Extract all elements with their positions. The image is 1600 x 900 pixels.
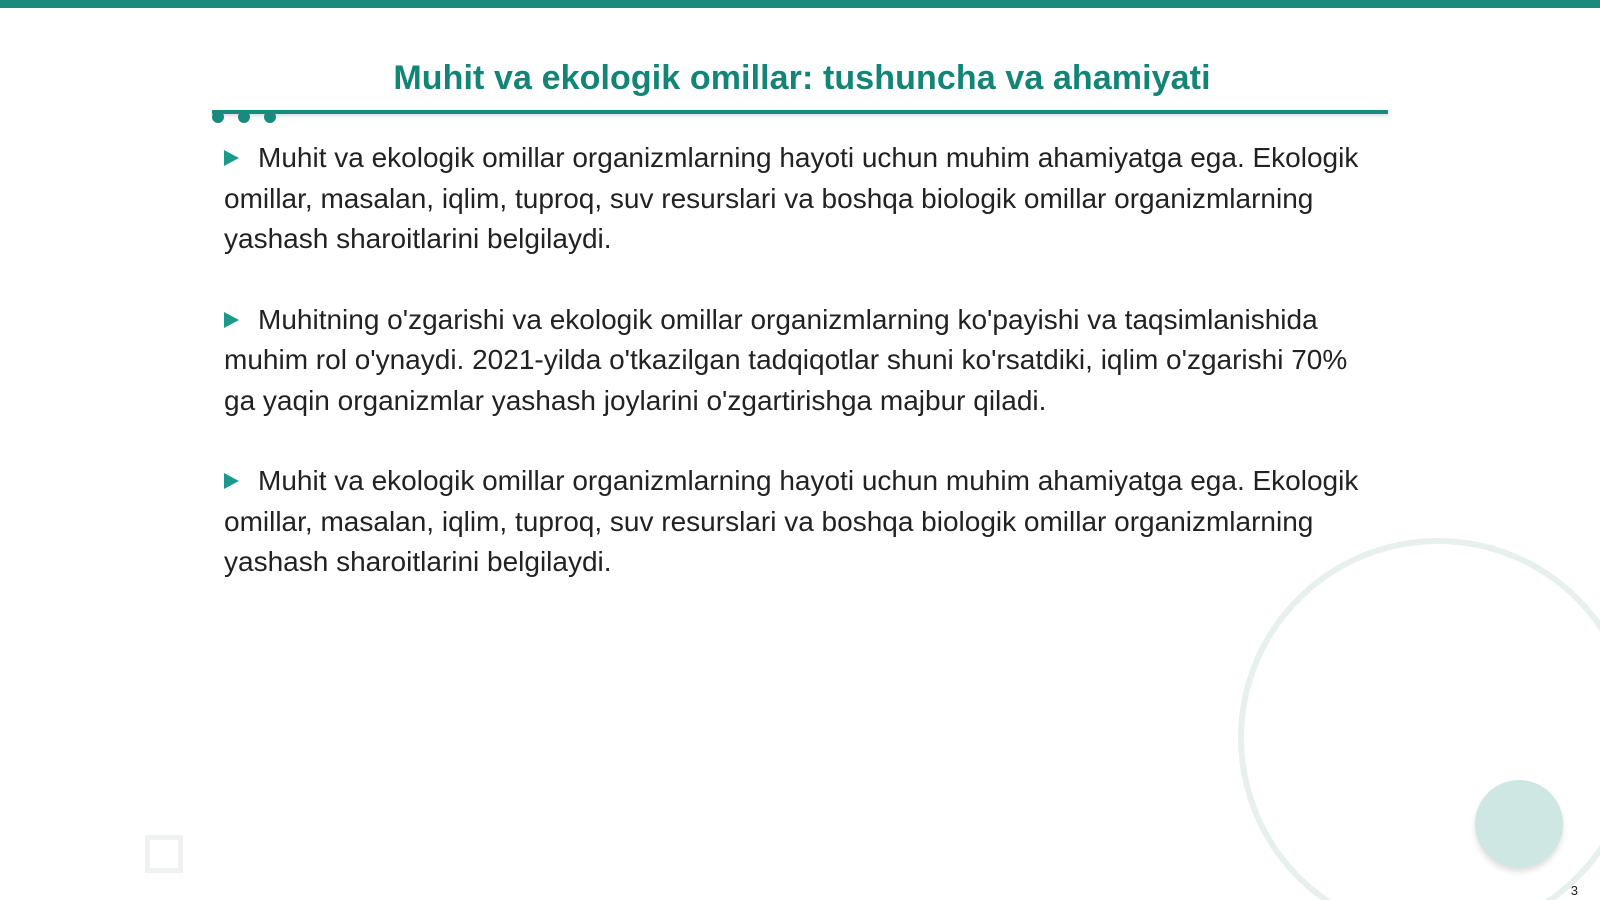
bullet-text: Muhitning o'zgarishi va ekologik omillar organizmlarning ko'payishi va taqsimlanishida muhim rol o'ynaydi. 2021-yilda o'tkazilgan tadqiqotlar shuni ko'rsatdiki, iqlim o'zgarishi 70% ga yaqin organizmlar yashash joylarini o'zgartirishga majbur qiladi.	[224, 303, 1348, 416]
top-accent-bar	[0, 0, 1600, 8]
page-number: 3	[1570, 883, 1578, 898]
decor-dot-icon	[212, 111, 224, 123]
bullet-item-2	[224, 300, 1374, 422]
bullet-text: Muhit va ekologik omillar organizmlarning hayoti uchun muhim ahamiyatga ega. Ekologik omillar, masalan, iqlim, tuproq, suv resurslari va boshqa biologik omillar organizmlarning yashash sharoitlarini belgilaydi.	[224, 465, 1359, 577]
triangle-right-icon	[224, 150, 239, 166]
bullet-item-3	[224, 461, 1374, 583]
bullet-item-1	[224, 138, 1374, 260]
bullet-list	[224, 138, 1374, 623]
triangle-right-icon	[224, 312, 239, 328]
decor-dot-icon	[264, 111, 276, 123]
decor-square	[145, 835, 183, 873]
title-underline	[212, 110, 1388, 114]
triangle-right-icon	[224, 473, 239, 489]
decor-dot-icon	[238, 111, 250, 123]
decor-circle	[1475, 780, 1563, 868]
bullet-text: Muhit va ekologik omillar organizmlarning hayoti uchun muhim ahamiyatga ega. Ekologik omillar, masalan, iqlim, tuproq, suv resurslari va boshqa biologik omillar organizmlarning yashash sharoitlarini belgilaydi.	[224, 142, 1359, 254]
slide-title: Muhit va ekologik omillar: tushuncha va ahamiyati	[393, 59, 1211, 97]
